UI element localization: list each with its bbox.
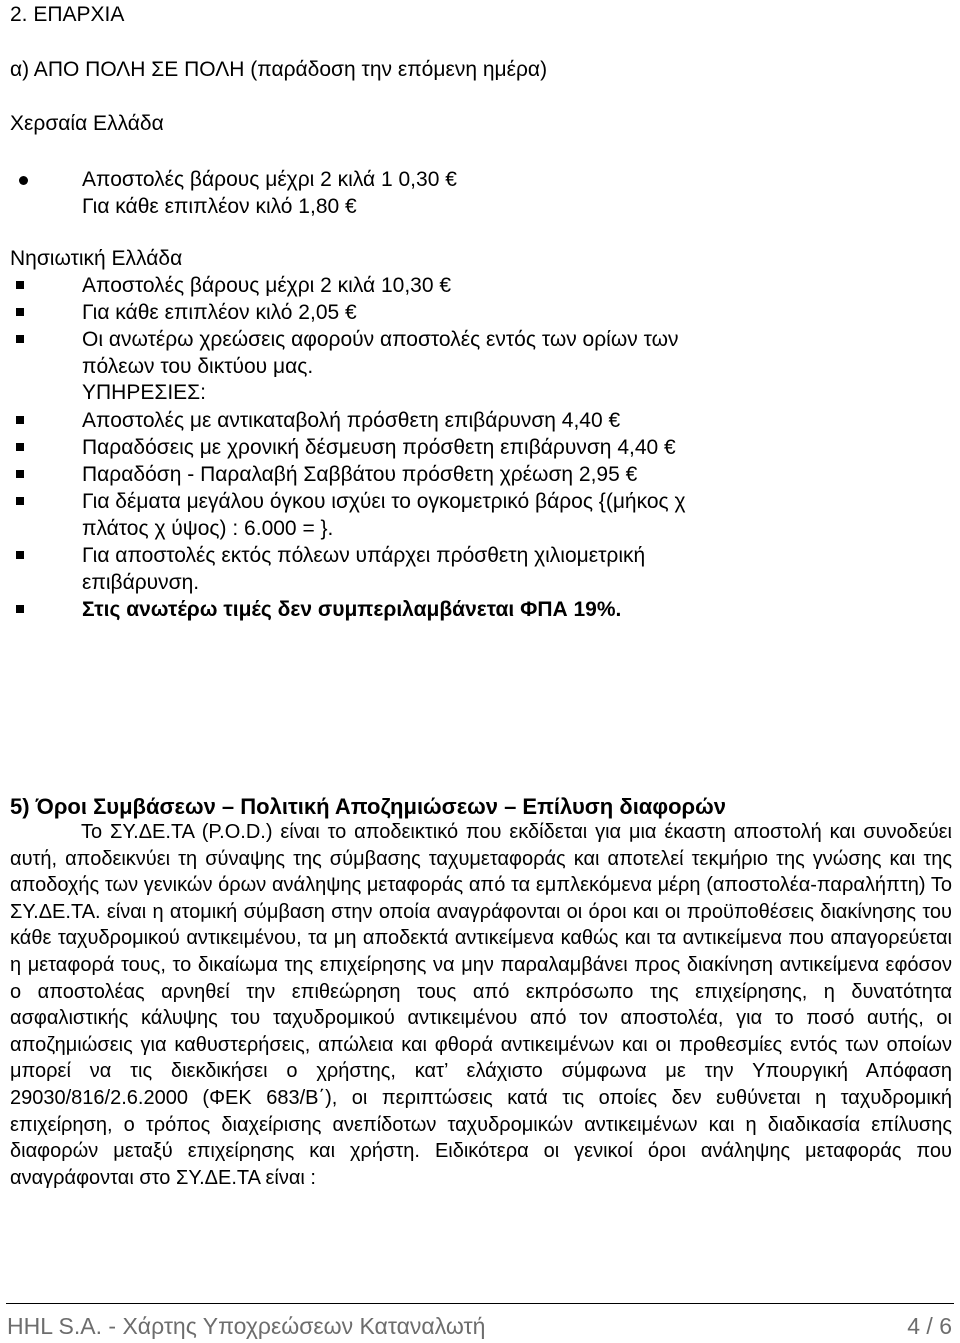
service-item-4-cont: πλάτος χ ύψος) : 6.000 = }.	[82, 517, 334, 540]
footer-divider	[6, 1303, 954, 1304]
bullet-square	[16, 308, 24, 316]
bullet-square	[16, 497, 24, 505]
page-number: 4 / 6	[907, 1313, 952, 1339]
service-item-1: Αποστολές με αντικαταβολή πρόσθετη επιβάρυνση 4,40 €	[82, 409, 621, 432]
service-item-5: Για αποστολές εκτός πόλεων υπάρχει πρόσθετη χιλιομετρική	[82, 544, 646, 567]
mainland-title: Χερσαία Ελλάδα	[10, 112, 164, 135]
section-title: 2. ΕΠΑΡΧΙΑ	[10, 3, 125, 26]
islands-item-1: Αποστολές βάρους μέχρι 2 κιλά 10,30 €	[82, 274, 452, 297]
bullet-square	[16, 605, 24, 613]
subsection-a-title: α) ΑΠΟ ΠΟΛΗ ΣΕ ΠΟΛΗ (παράδοση την επόμενη ημέρα)	[10, 58, 548, 81]
islands-title: Νησιωτική Ελλάδα	[10, 247, 183, 270]
service-item-5-cont: επιβάρυνση.	[82, 571, 200, 594]
bullet-square	[16, 281, 24, 289]
service-item-2: Παραδόσεις με χρονική δέσμευση πρόσθετη επιβάρυνση 4,40 €	[82, 436, 676, 459]
islands-item-3-cont: πόλεων του δικτύου μας.	[82, 355, 314, 378]
islands-item-3: Οι ανωτέρω χρεώσεις αφορούν αποστολές εντός των ορίων των	[82, 328, 679, 351]
terms-paragraph: Το ΣΥ.ΔΕ.ΤΑ (P.O.D.) είναι το αποδεικτικό που εκδίδεται για μια έκαστη αποστολή και συνοδεύει αυτή, αποδεικνύει τη σύναψης της σύμβασης ταχυμεταφοράς και αποτελεί τεκμήριο της γνώσης και της αποδοχής των γενικών όρων ανάληψης μεταφοράς από τα εμπλεκόμενα μέρη (αποστολέα-παραλήπτη) Το ΣΥ.ΔΕ.ΤΑ. είναι η ατομική σύμβαση στην οποία αναγράφονται οι όροι και οι προϋποθέσεις διακίνησης του κάθε ταχυδρομικού αντικειμένου, τα μη αποδεκτά αντικείμενα καθώς και τα αντικείμενα που απαγορεύεται η μεταφορά τους, το δικαίωμα της επιχείρησης να μην παραλαμβάνει προς διακίνηση αντικείμενα εφόσον ο αποστολέας αρνηθεί την επιθεώρηση τους από εκπρόσωπο της επιχείρησης, η δυνατότητα ασφαλιστικής κάλυψης του ταχυδρομικού αντικειμένου από τον αποστολέα, για το ποσό αυτής, οι αποζημιώσεις για καθυστερήσεις, απώλεια και φθορά αντικειμένων και οι προθεσμίες εντός των οποίων μπορεί να τις διεκδικήσει ο χρήστης, κατ’ ελάχιστο σύμφωνα με την Υπουργική Απόφαση 29030/816/2.6.2000 (ΦΕΚ 683/Β΄), οι περιπτώσεις κατά τις οποίες δεν ευθύνεται η ταχυδρομική επιχείρηση, ο τρόπος διαχείρισης ανεπίδοτων ταχυδρομικών αντικειμένων και η διαδικασία επίλυσης διαφορών μεταξύ επιχείρησης και χρήστη. Ειδικότερα οι γενικοί όροι ανάληψης μεταφοράς που αναγράφονται στο ΣΥ.ΔΕ.ΤΑ είναι :	[10, 821, 952, 1189]
mainland-line-2: Για κάθε επιπλέον κιλό 1,80 €	[82, 195, 357, 218]
bullet-square	[16, 443, 24, 451]
mainland-line-1: Αποστολές βάρους μέχρι 2 κιλά 1 0,30 €	[82, 168, 457, 191]
services-title: ΥΠΗΡΕΣΙΕΣ:	[82, 381, 206, 404]
bullet-square	[16, 416, 24, 424]
bullet-square	[16, 335, 24, 343]
bullet-dot	[19, 176, 28, 185]
bullet-square	[16, 551, 24, 559]
islands-item-2: Για κάθε επιπλέον κιλό 2,05 €	[82, 301, 357, 324]
service-item-3: Παραδόση - Παραλαβή Σαββάτου πρόσθετη χρέωση 2,95 €	[82, 463, 638, 486]
service-item-4: Για δέματα μεγάλου όγκου ισχύει το ογκομετρικό βάρος {(μήκος χ	[82, 490, 686, 513]
terms-heading: 5) Όροι Συμβάσεων – Πολιτική Αποζημιώσεων – Επίλυση διαφορών	[10, 794, 726, 819]
footer-title: HHL S.A. - Χάρτης Υποχρεώσεων Καταναλωτή	[7, 1313, 486, 1339]
vat-note: Στις ανωτέρω τιμές δεν συμπεριλαμβάνεται ΦΠΑ 19%.	[82, 598, 622, 621]
bullet-square	[16, 470, 24, 478]
